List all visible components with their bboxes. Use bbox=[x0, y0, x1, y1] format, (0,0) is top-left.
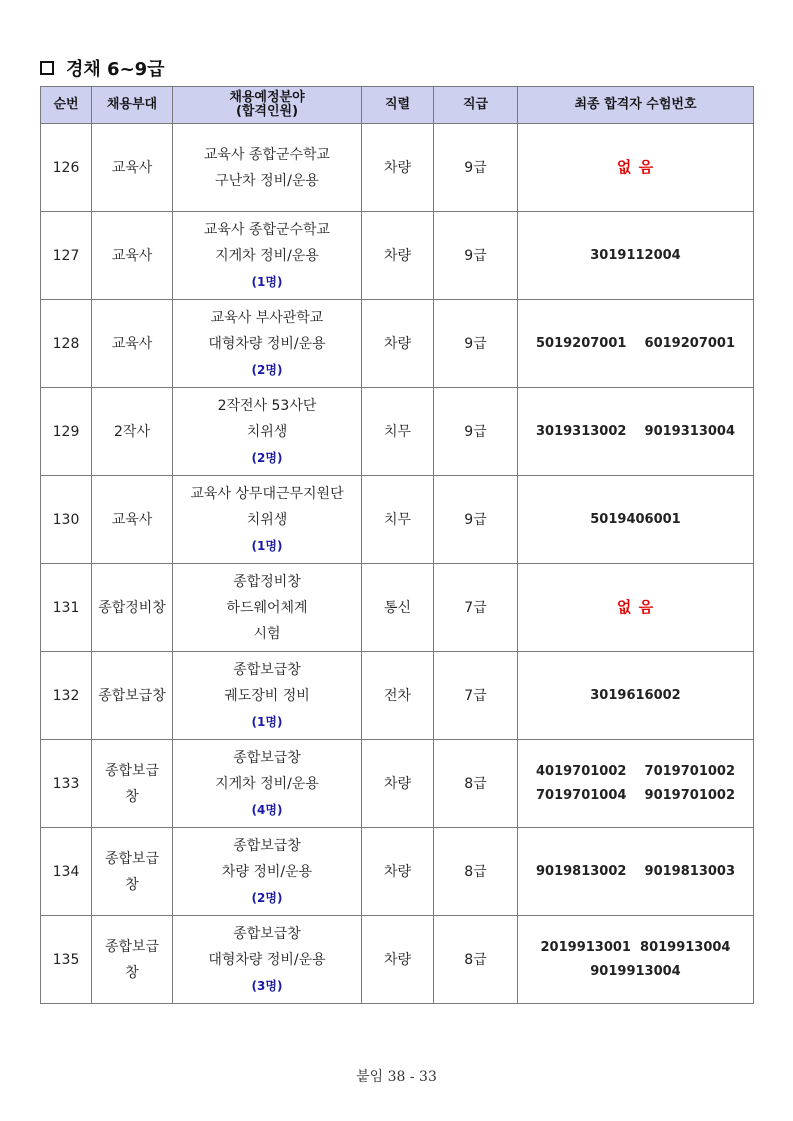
header-grade: 직급 bbox=[434, 87, 518, 124]
table-row bbox=[41, 652, 754, 740]
unit-text: 종합보급창 bbox=[104, 938, 160, 981]
cell-seq: 132 bbox=[41, 652, 92, 740]
table-row bbox=[41, 300, 754, 388]
field-line: 지게차 정비/운용 bbox=[215, 247, 319, 264]
table-row bbox=[41, 828, 754, 916]
cell-grade: 8급 bbox=[434, 828, 518, 916]
headcount-label: (2명) bbox=[251, 362, 283, 377]
cell-unit bbox=[92, 300, 173, 388]
cell-grade: 9급 bbox=[434, 212, 518, 300]
cell-series: 차량 bbox=[362, 740, 434, 828]
header-unit: 채용부대 bbox=[92, 87, 173, 124]
header-field-line1: 채용예정분야 bbox=[229, 90, 305, 105]
cell-series: 치무 bbox=[362, 388, 434, 476]
cell-series: 차량 bbox=[362, 916, 434, 1004]
exam-number-line: 3019616002 bbox=[590, 687, 681, 703]
cell-field bbox=[173, 740, 362, 828]
cell-field bbox=[173, 828, 362, 916]
cell-exam-numbers bbox=[518, 916, 754, 1004]
field-line: 대형차량 정비/운용 bbox=[208, 335, 326, 352]
headcount-label: (1명) bbox=[251, 274, 283, 289]
cell-grade: 9급 bbox=[434, 388, 518, 476]
exam-number-line: 2019913001 8019913004 bbox=[540, 939, 731, 955]
header-field-line2: (합격인원) bbox=[235, 104, 299, 119]
cell-grade: 9급 bbox=[434, 124, 518, 212]
header-seq: 순번 bbox=[41, 87, 92, 124]
cell-seq: 128 bbox=[41, 300, 92, 388]
unit-text: 교육사 bbox=[111, 247, 153, 264]
headcount-label: (2명) bbox=[251, 890, 283, 905]
cell-series: 차량 bbox=[362, 124, 434, 212]
field-line: 치위생 bbox=[246, 423, 288, 440]
header-numbers: 최종 합격자 수험번호 bbox=[518, 87, 754, 124]
unit-text: 2작사 bbox=[114, 423, 150, 440]
unit-text: 교육사 bbox=[111, 159, 153, 176]
cell-series: 차량 bbox=[362, 212, 434, 300]
headcount-label: (1명) bbox=[251, 714, 283, 729]
cell-field bbox=[173, 652, 362, 740]
cell-exam-numbers bbox=[518, 124, 754, 212]
cell-exam-numbers bbox=[518, 828, 754, 916]
field-line: 치위생 bbox=[246, 511, 288, 528]
headcount-label: (1명) bbox=[251, 538, 283, 553]
section-title-text: 경채 6~9급 bbox=[66, 59, 165, 80]
cell-series: 차량 bbox=[362, 828, 434, 916]
field-line: 대형차량 정비/운용 bbox=[208, 951, 326, 968]
header-series: 직렬 bbox=[362, 87, 434, 124]
cell-unit bbox=[92, 916, 173, 1004]
exam-number-line: 3019112004 bbox=[590, 247, 681, 263]
cell-seq: 129 bbox=[41, 388, 92, 476]
exam-number-line: 9019813002 9019813003 bbox=[535, 863, 735, 879]
field-line: 종합정비창 bbox=[233, 573, 301, 590]
cell-grade: 8급 bbox=[434, 740, 518, 828]
cell-unit bbox=[92, 564, 173, 652]
field-line: 차량 정비/운용 bbox=[221, 863, 313, 880]
cell-seq: 131 bbox=[41, 564, 92, 652]
cell-exam-numbers bbox=[518, 740, 754, 828]
cell-series: 전차 bbox=[362, 652, 434, 740]
table-row bbox=[41, 916, 754, 1004]
cell-exam-numbers bbox=[518, 388, 754, 476]
cell-exam-numbers bbox=[518, 300, 754, 388]
results-table bbox=[40, 86, 754, 1004]
cell-field bbox=[173, 476, 362, 564]
cell-field bbox=[173, 564, 362, 652]
field-line: 교육사 종합군수학교 bbox=[203, 146, 331, 163]
unit-text: 종합정비창 bbox=[98, 599, 166, 616]
field-line: 시험 bbox=[253, 625, 281, 642]
exam-number-line: 5019406001 bbox=[590, 511, 681, 527]
cell-seq: 126 bbox=[41, 124, 92, 212]
cell-series: 차량 bbox=[362, 300, 434, 388]
cell-exam-numbers bbox=[518, 212, 754, 300]
cell-field bbox=[173, 124, 362, 212]
field-line: 궤도장비 정비 bbox=[224, 687, 310, 704]
cell-seq: 134 bbox=[41, 828, 92, 916]
unit-text: 교육사 bbox=[111, 511, 153, 528]
exam-number-line: 3019313002 9019313004 bbox=[535, 423, 735, 439]
field-line: 구난차 정비/운용 bbox=[215, 172, 319, 189]
page-footer: 붙임 38 - 33 bbox=[356, 1069, 437, 1085]
no-result-label: 없 음 bbox=[616, 158, 655, 176]
cell-unit bbox=[92, 476, 173, 564]
exam-number-line: 5019207001 6019207001 bbox=[535, 335, 735, 351]
field-line: 2작전사 53사단 bbox=[217, 397, 317, 414]
field-line: 교육사 상무대근무지원단 bbox=[190, 485, 344, 502]
cell-field bbox=[173, 388, 362, 476]
table-row bbox=[41, 388, 754, 476]
unit-text: 종합보급창 bbox=[104, 850, 160, 893]
cell-unit bbox=[92, 212, 173, 300]
cell-grade: 7급 bbox=[434, 652, 518, 740]
field-line: 종합보급창 bbox=[233, 837, 301, 854]
headcount-label: (2명) bbox=[251, 450, 283, 465]
cell-series: 치무 bbox=[362, 476, 434, 564]
cell-exam-numbers bbox=[518, 564, 754, 652]
cell-unit bbox=[92, 740, 173, 828]
exam-number-line: 7019701004 9019701002 bbox=[535, 787, 735, 803]
cell-unit bbox=[92, 388, 173, 476]
cell-field bbox=[173, 212, 362, 300]
exam-number-line: 9019913004 bbox=[590, 963, 681, 979]
header-field bbox=[173, 87, 362, 124]
headcount-label: (3명) bbox=[251, 978, 283, 993]
table-row bbox=[41, 564, 754, 652]
table-row bbox=[41, 124, 754, 212]
cell-grade: 9급 bbox=[434, 300, 518, 388]
field-line: 교육사 부사관학교 bbox=[210, 309, 324, 326]
field-line: 지게차 정비/운용 bbox=[215, 775, 319, 792]
unit-text: 종합보급창 bbox=[98, 687, 166, 704]
cell-unit bbox=[92, 124, 173, 212]
cell-exam-numbers bbox=[518, 652, 754, 740]
table-row bbox=[41, 476, 754, 564]
cell-unit bbox=[92, 652, 173, 740]
field-line: 종합보급창 bbox=[233, 661, 301, 678]
cell-seq: 127 bbox=[41, 212, 92, 300]
cell-series: 통신 bbox=[362, 564, 434, 652]
table-row bbox=[41, 740, 754, 828]
cell-exam-numbers bbox=[518, 476, 754, 564]
exam-number-line: 4019701002 7019701002 bbox=[535, 763, 735, 779]
cell-seq: 133 bbox=[41, 740, 92, 828]
cell-grade: 9급 bbox=[434, 476, 518, 564]
field-line: 종합보급창 bbox=[233, 925, 301, 942]
unit-text: 종합보급창 bbox=[104, 762, 160, 805]
cell-field bbox=[173, 916, 362, 1004]
cell-grade: 8급 bbox=[434, 916, 518, 1004]
cell-seq: 130 bbox=[41, 476, 92, 564]
field-line: 하드웨어체계 bbox=[226, 599, 308, 616]
unit-text: 교육사 bbox=[111, 335, 153, 352]
cell-grade: 7급 bbox=[434, 564, 518, 652]
field-line: 종합보급창 bbox=[233, 749, 301, 766]
table-row bbox=[41, 212, 754, 300]
cell-field bbox=[173, 300, 362, 388]
field-line: 교육사 종합군수학교 bbox=[203, 221, 331, 238]
cell-unit bbox=[92, 828, 173, 916]
cell-seq: 135 bbox=[41, 916, 92, 1004]
headcount-label: (4명) bbox=[251, 802, 283, 817]
section-title bbox=[40, 56, 165, 80]
no-result-label: 없 음 bbox=[616, 598, 655, 616]
checkbox-square-icon bbox=[40, 61, 54, 75]
table-header-row bbox=[41, 87, 754, 124]
